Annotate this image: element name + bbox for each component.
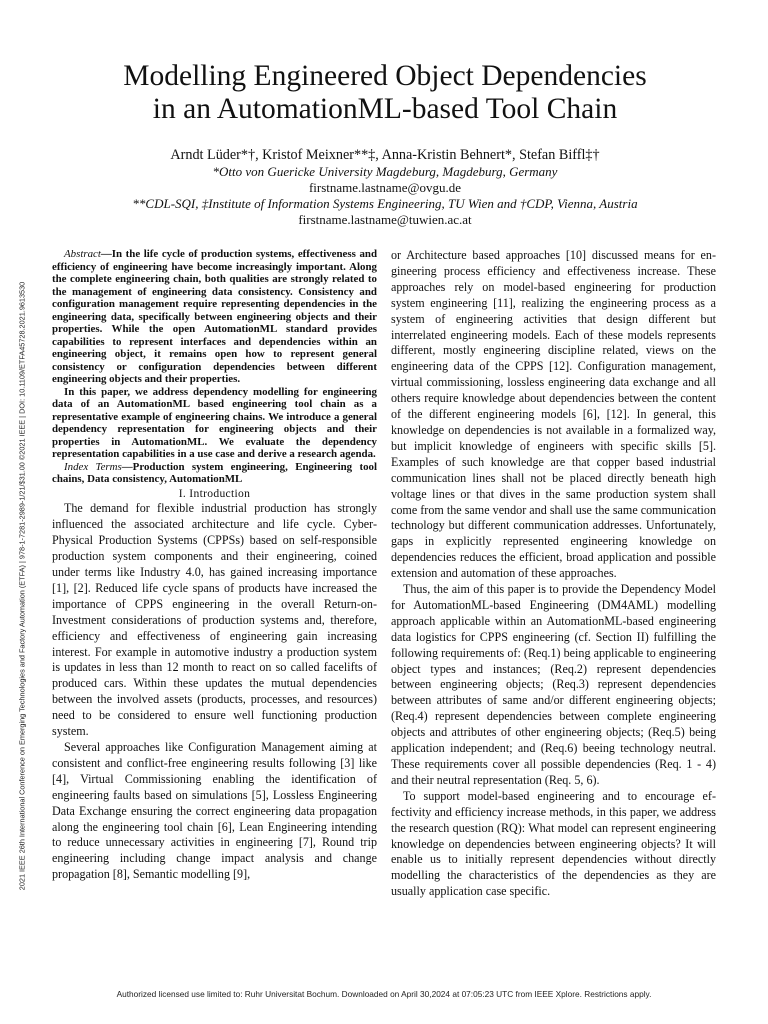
email-1: firstname.lastname@ovgu.de — [308, 180, 462, 195]
index-terms — [52, 461, 377, 486]
affiliation-1: *Otto von Guericke University Magdeburg, Magdeburg, Germany — [212, 164, 558, 179]
index-terms-text: —Production system engineering, Engineering tool chains, Data consistency, AutomationML — [52, 460, 377, 485]
section-heading: I. Introduction — [178, 486, 251, 500]
intro-paragraph-5: To support model-based engineering and to encourage effectivity and efficiency increase methods, in this paper, we address the research question (RQ): What model can represent engineering knowledge on dependencies between engineering objects? It will enable us to initially represent dependencies without directly modelling the characteristics of the dependencies as they are usually application case specific. — [391, 788, 716, 899]
left-column — [52, 248, 377, 883]
sidebar-citation-text: 2021 IEEE 26th International Conference on Emerging Technologies and Factory Automation (ETFA) | 978-1-7281-2989-1/21/$31.00 ©2021 IEEE | DOI: 10.1109/ETFA45728.2021.9613530 — [17, 281, 27, 890]
author-names: Arndt Lüder*†, Kristof Meixner**‡, Anna-Kristin Behnert*, Stefan Biffl‡† — [170, 147, 600, 163]
author-block — [60, 147, 710, 228]
abstract-text: —In the life cycle of production systems, effectiveness and efficiency of engineering have become increasingly important. Along the complete engineering chain, both qualities are strongly related to the management of engineering data consistency. Consistency and configuration management require representing dependencies in the engineering data, specifically between engineering objects and their properties. While the open AutomationML standard provides capabilities to represent interfaces and dependencies within an engineering object, it remains open how to represent general consistency or configuration dependencies between different engineering objects and their properties. — [52, 248, 377, 385]
sidebar-citation — [14, 218, 30, 953]
index-terms-label: Index Terms — [64, 460, 122, 473]
abstract-paragraph-2: In this paper, we address dependency modelling for engineering data of an AutomationML based engineering tool chain as a representative example of engineering chains. We introduce a general dependency representation for engineering objects and their properties in AutomationML. We evaluate the dependency representation capabilities in a use case and derive a research agenda. — [52, 385, 377, 460]
download-notice: Authorized licensed use limited to: Ruhr Universitat Bochum. Downloaded on April 30,2024 at 07:05:23 UTC from IEEE Xplore. Restrictions apply. — [116, 989, 652, 999]
email-2: firstname.lastname@tuwien.ac.at — [298, 212, 472, 227]
title-line-2: in an AutomationML-based Tool Chain — [152, 93, 618, 125]
abstract-label: Abstract — [64, 248, 101, 260]
intro-paragraph-1: The demand for flexible industrial production has strongly influenced the associated architecture and life cycle. Cyber-Physical Production Systems (CPPSs) based on self-responsible production system components and their engineering, coined under terms like Industry 4.0, has gained increasing importance [1], [2]. Reduced life cycle spans of products have increased the importance of CPPS engineering in the overall Return-on-Investment considerations of production systems and, therefore, efficiency and effectiveness of engineering gain increasing interest. For example in automotive industry a production system is updates in less than 12 month to react on so called facelifts of produced cars. Within these updates the mutual dependencies between the involved assets (products, processes, and resources) need to be considered to ensure well functioning production system. — [52, 501, 377, 739]
affiliation-2: **CDL-SQI, ‡Institute of Information Systems Engineering, TU Wien and †CDP, Vienna, Austria — [132, 196, 638, 211]
right-column — [391, 248, 716, 900]
abstract — [52, 248, 377, 386]
intro-paragraph-2: Several approaches like Configuration Management aiming at consistent and conflict-free engineering results following [3] like [4], Virtual Commissioning enabling the identification of engineering faults based on simulations [5], Lossless Engineering Data Exchange ensuring the correct engineering data propagation along the engineering tool chain [6], Lean Engineering intending to reduce unnecessary activities in engineering [7], Round trip engineering including change impact analysis and change propagation [8], Semantic modelling [9], — [52, 740, 377, 882]
intro-paragraph-4: Thus, the aim of this paper is to provide the Dependency Model for AutomationML-based Engineering (DM4AML) modelling approach applicable within an AutomationML-based engineering data logistics for CPPS engineering (cf. Section II) fulfilling the following requirements of: (Req.1) being applicable to engineering object types and instances; (Req.2) represent dependencies between engineering objects; (Req.3) represent dependencies between attributes of same and/or different engineering objects; (Req.4) represent dependencies between complete engineering objects and attributes of other engineering objects; (Req.5) being application independent; and (Req.6) beeing technology neutral. These requirements cover all possible dependencies (Req. 1 - 4) and their neutral representation (Req. 5, 6). — [391, 582, 716, 787]
intro-paragraph-3: or Architecture based approaches [10] discussed means for engineering process efficiency and effectiveness increase. These approaches rely on model-based engineering for production system engineering [11], realizing the engineering process as a system of engineering activities that design different but interrelated engineering models. Each of these models represents different, mostly engineering discipline related, views on the engineering data of the CPPS [12]. Configuration management, virtual commissioning, lossless engineering data exchange and all others require knowledge about dependencies between the content of the different engineering models [6], [12]. In general, this knowledge on dependencies is not available in a formalized way, but implicit knowledge of engineers with specific skills [5]. Examples of such knowledge are that copper based industrial communication lines shall not be placed directly beneath high voltage lines or that dives in the same production system shall come from the same vendor and shall use the same communication technology but different communication addresses. Unfortunately, gaps in explicitly represented engineering knowledge on dependencies reduces the efficient, broad application and possible extension and automation of these approaches. — [391, 248, 716, 581]
paper-title — [60, 60, 710, 126]
title-line-1: Modelling Engineered Object Dependencies — [123, 60, 647, 92]
